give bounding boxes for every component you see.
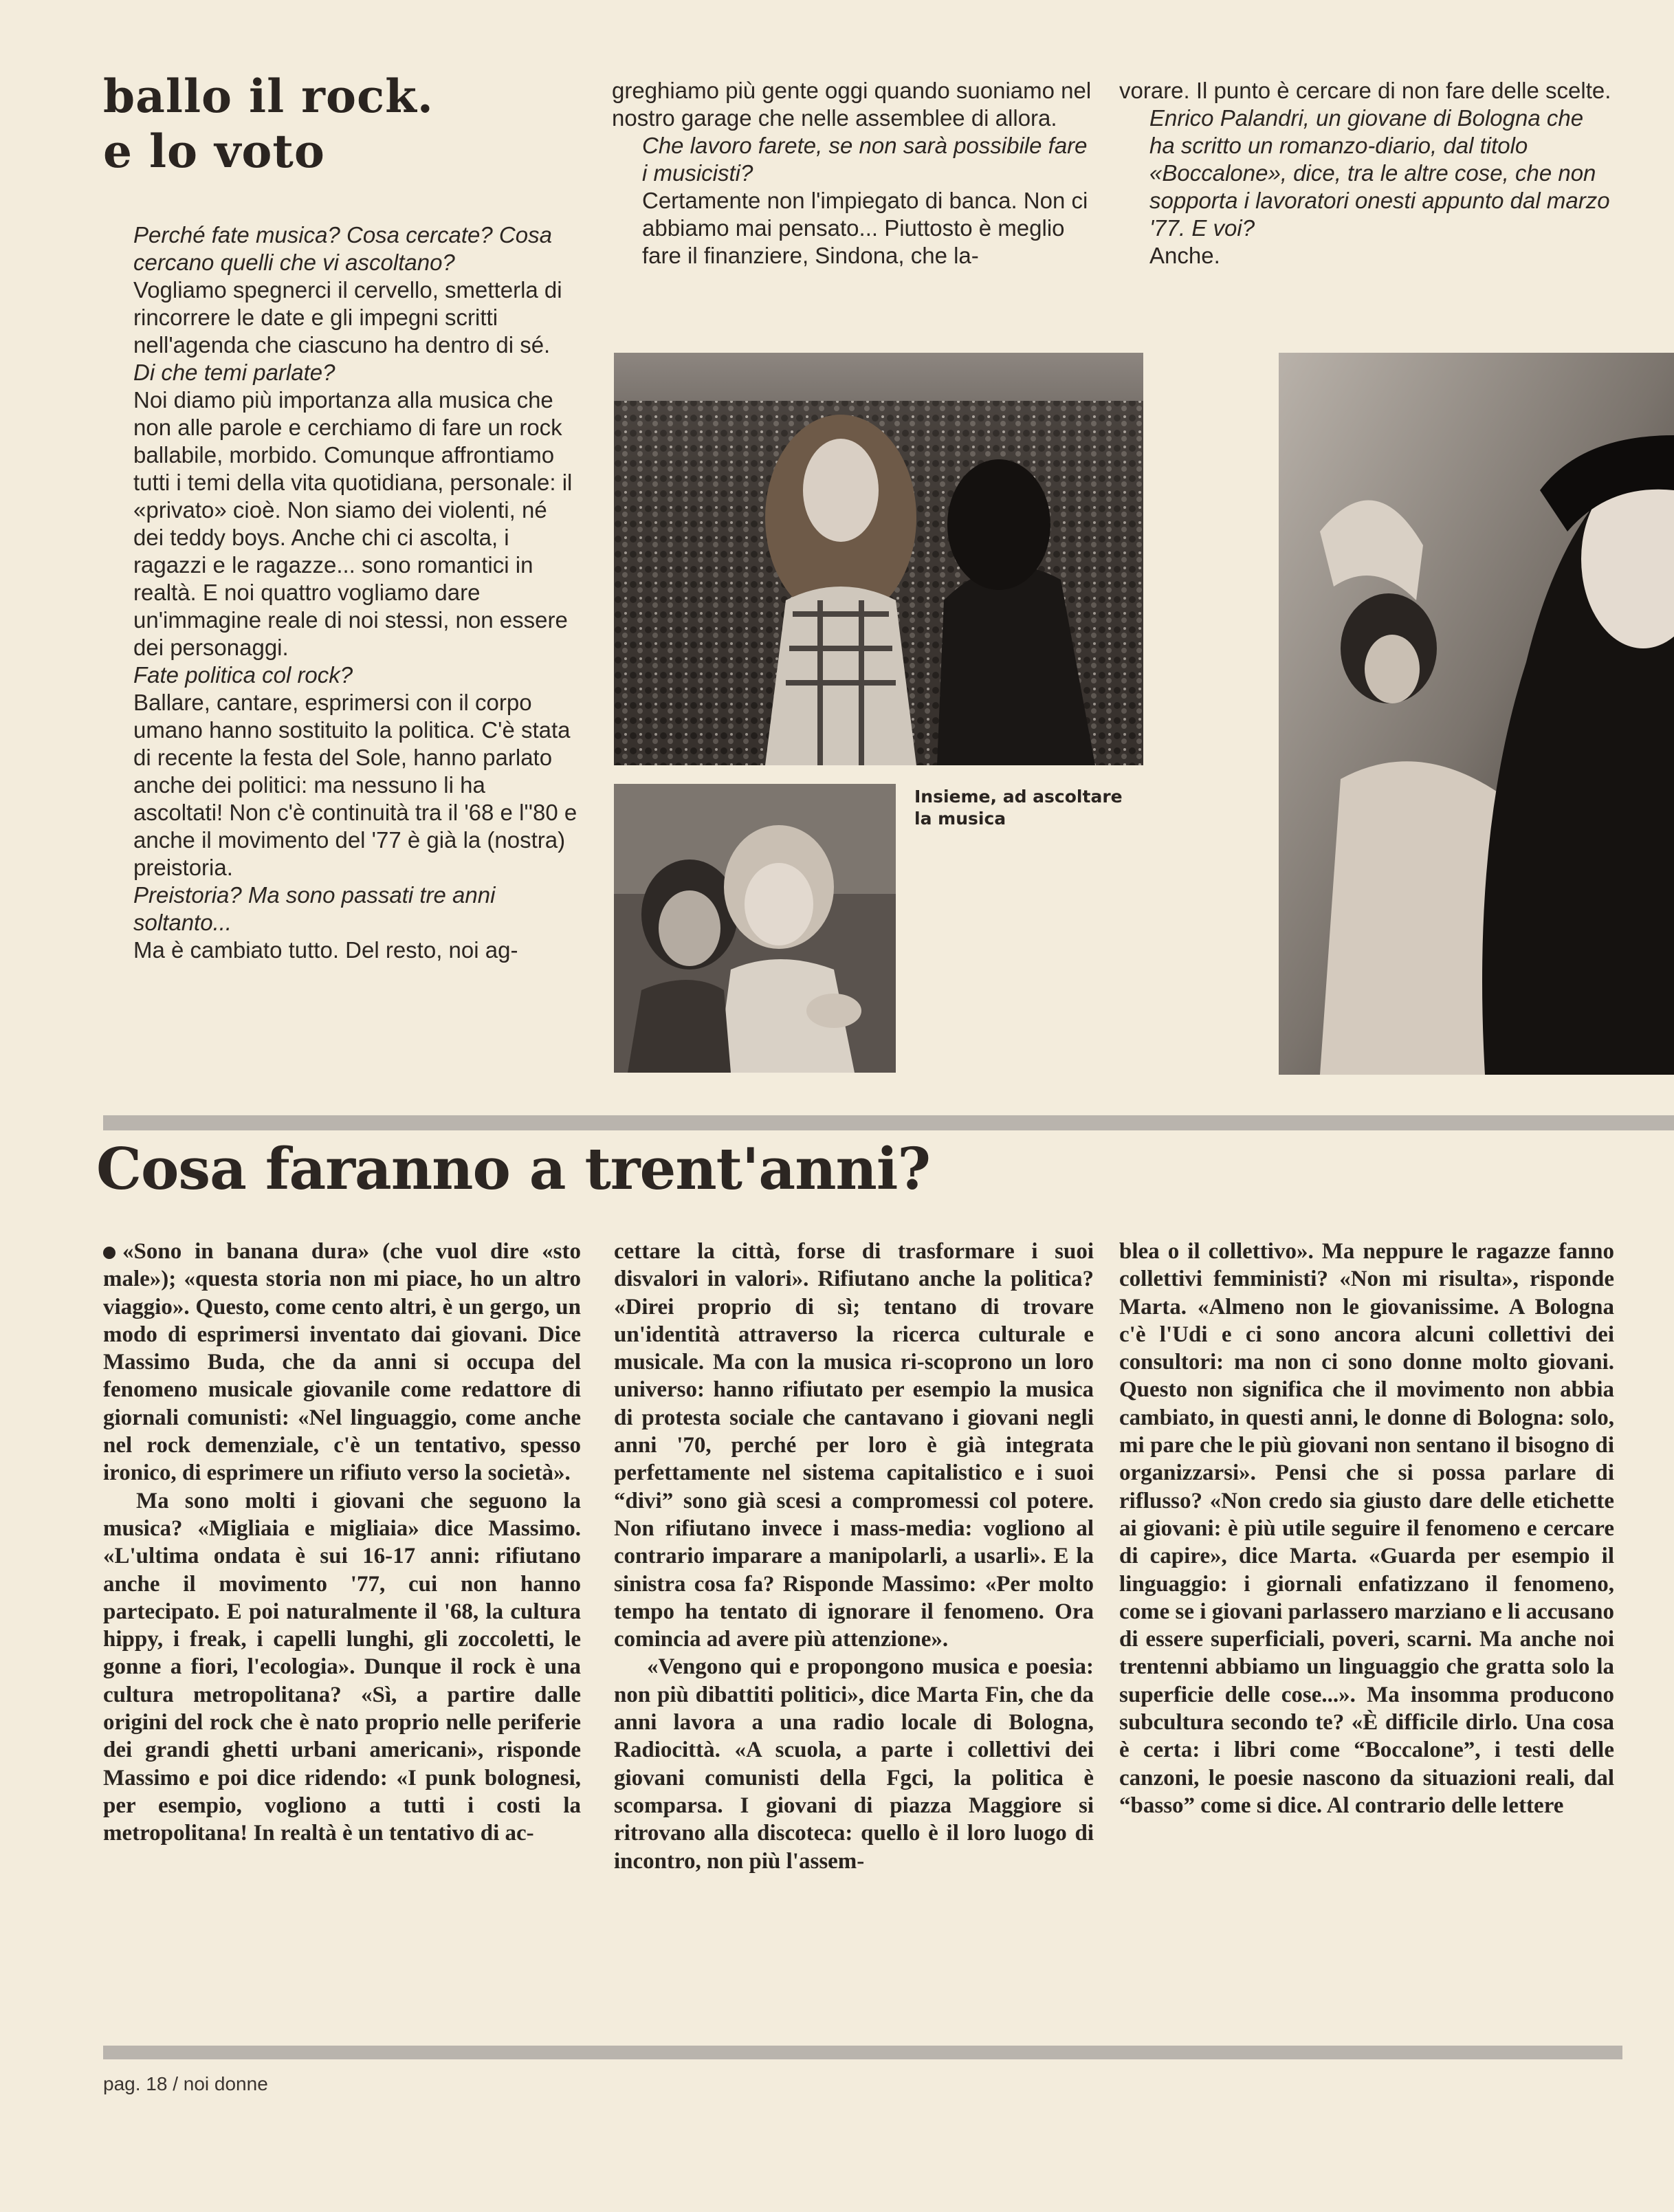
answer: Noi diamo più importanza alla musica che non alle parole e cerchiamo di fare un rock ballabile, morbido. Comunque affrontiamo tutti i temi della vita quotidiana, personale: il «privato» cioè. Non siamo dei violenti, né dei teddy boys. Anche chi ci ascolta, i ragazzi e le ragazze... sono romantici in realtà. E noi quattro vogliamo dare un'immagine reale di noi stessi, non essere dei personaggi. xyxy=(133,387,573,660)
interview-column-3 xyxy=(1119,77,1614,270)
kicker-line-2: e lo voto xyxy=(103,124,325,178)
question: Di che temi parlate? xyxy=(133,360,335,385)
article-paragraph: «Sono in banana dura» (che vuol dire «sto male»); «questa storia non mi piace, ho un altro viaggio». Questo, come cento altri, è un gergo, un modo di esprimersi inventato dai giovani. Dice Massimo Buda, che da anni si occupa del fenomeno musicale giovanile come redattore di giornali comunisti: «Nel linguaggio, come anche nel rock demenziale, c'è un tentativo, spesso ironico, di esprimere un rifiuto verso la società». xyxy=(103,1239,581,1486)
question: Perché fate musica? Cosa cercate? Cosa cercano quelli che vi ascoltano? xyxy=(133,222,552,275)
kicker-title xyxy=(103,69,584,179)
article-headline: Cosa faranno a trent'anni? xyxy=(96,1135,931,1203)
section-rule-bottom xyxy=(103,2046,1622,2059)
photo-two-youths-image xyxy=(614,784,896,1073)
bullet-icon xyxy=(103,1247,115,1259)
photo-long-hair-image xyxy=(1279,353,1674,1075)
photo-crowd xyxy=(614,353,1143,765)
answer: Ma è cambiato tutto. Del resto, noi ag- xyxy=(133,937,518,963)
question: Che lavoro farete, se non sarà possibile fare i musicisti? xyxy=(642,133,1088,186)
article-column-3 xyxy=(1119,1238,1614,1819)
article-column-1 xyxy=(103,1238,581,1848)
article-paragraph: blea o il collettivo». Ma neppure le ragazze fanno collettivi femministi? «Non mi risulta», risponde Marta. «Almeno non le giovanissime. A Bologna c'è l'Udi e ci sono ancora alcuni collettivi dei consultori: ma non ci sono donne molto giovani. Questo non significa che il movimento non abbia cambiato, in questi anni, le donne di Bologna: solo, mi pare che le più giovani non sentano il bisogno di organizzarsi». Pensi che si possa parlare di riflusso? «Non credo sia giusto dare delle etichette ai giovani: è più utile seguire il fenomeno e cercare di capire», dice Marta. «Guarda per esempio il linguaggio: i giornali enfatizzano il fenomeno, come se i giovani parlassero marziano e li accusano di essere superficiali, poveri, scarni. Ma anche noi trentenni abbiamo un linguaggio che gratta solo la superficie delle cose...». Ma insomma producono subcultura secondo te? «È difficile dirlo. Una cosa è certa: i libri come “Boccalone”, i testi delle canzoni, le poesie nascono da situazioni reali, dal “basso” come si dice. Al contrario delle lettere xyxy=(1119,1239,1614,1818)
answer: Anche. xyxy=(1149,243,1220,268)
article-paragraph: cettare la città, forse di trasformare i suoi disvalori in valori». Rifiutano anche la politica? «Direi proprio di sì; tentano di trovare un'identità attraverso la ricerca culturale e musicale. Ma con la musica ri-scoprono un loro universo: hanno rifiutato per esempio la musica di protesta sociale che cantavano i giovani negli anni '70, perché per loro è già integrata perfettamente nel sistema capitalistico e i suoi “divi” sono già scesi a compromessi col potere. Non rifiutano invece i mass-media: vogliono al contrario imparare a manipolarli, a usarli». E la sinistra cosa fa? Risponde Massimo: «Per molto tempo ha tentato di ignorare il fenomeno. Ora comincia ad avere più attenzione». xyxy=(614,1239,1094,1652)
kicker-line-1: ballo il rock. xyxy=(103,69,434,123)
interview-column-2 xyxy=(612,77,1093,270)
photo-two-youths xyxy=(614,784,896,1073)
article-paragraph: «Vengono qui e propongono musica e poesia: non più dibattiti politici», dice Marta Fin, che da anni lavora a una radio locale di Bologna, Radiocittà. «A scuola, a parte i collettivi dei giovani comunisti della Fgci, la politica è scomparsa. I giovani di piazza Maggiore si ritrovano alla discoteca: quello è il loro luogo di incontro, non più l'assem- xyxy=(614,1654,1094,1874)
question: Preistoria? Ma sono passati tre anni soltanto... xyxy=(133,882,496,935)
article-column-2 xyxy=(614,1238,1094,1875)
photo-caption: Insieme, ad ascoltare la musica xyxy=(914,787,1123,829)
answer: Ballare, cantare, esprimersi con il corpo umano hanno sostituito la politica. C'è stata di recente la festa del Sole, hanno parlato anche dei politici: ma nessuno li ha ascoltati! Non c'è continuità tra il '68 e l''80 e anche il movimento del '77 è già la (nostra) preistoria. xyxy=(133,690,577,880)
answer-continued: greghiamo più gente oggi quando suoniamo nel nostro garage che nelle assemblee di allora. xyxy=(612,78,1092,131)
answer: Vogliamo spegnerci il cervello, smetterla di rincorrere le date e gli impegni scritti nell'agenda che ciascuno ha dentro di sé. xyxy=(133,277,562,358)
question: Fate politica col rock? xyxy=(133,662,353,688)
question: Enrico Palandri, un giovane di Bologna che ha scritto un romanzo-diario, dal titolo «Boccalone», dice, tra le altre cose, che non sopporta i lavoratori onesti appunto dal marzo '77. E voi? xyxy=(1149,105,1610,241)
article-paragraph: Ma sono molti i giovani che seguono la musica? «Migliaia e migliaia» dice Massimo. «L'ultima ondata è sui 16-17 anni: rifiutano anche il movimento '77, cui non hanno partecipato. E poi naturalmente il '68, la cultura hippy, i freak, i capelli lunghi, gli zoccoletti, le gonne a fiori, l'ecologia». Dunque il rock è una cultura metropolitana? «Sì, a partire dalle origini del rock che è nato proprio nelle periferie dei grandi ghetti urbani americani», risponde Massimo e poi dice ridendo: «I punk bolognesi, per esempio, vogliono a tutti i costi la metropolitana! In realtà è un tentativo di ac- xyxy=(103,1488,581,1846)
page-footer: pag. 18 / noi donne xyxy=(103,2073,268,2094)
section-rule-top xyxy=(103,1115,1674,1130)
answer-continued: vorare. Il punto è cercare di non fare delle scelte. xyxy=(1119,78,1611,103)
answer: Certamente non l'impiegato di banca. Non ci abbiamo mai pensato... Piuttosto è meglio fare il finanziere, Sindona, che la- xyxy=(642,188,1088,268)
interview-column-1 xyxy=(103,221,581,964)
photo-long-hair xyxy=(1279,353,1674,1075)
photo-crowd-image xyxy=(614,353,1143,765)
